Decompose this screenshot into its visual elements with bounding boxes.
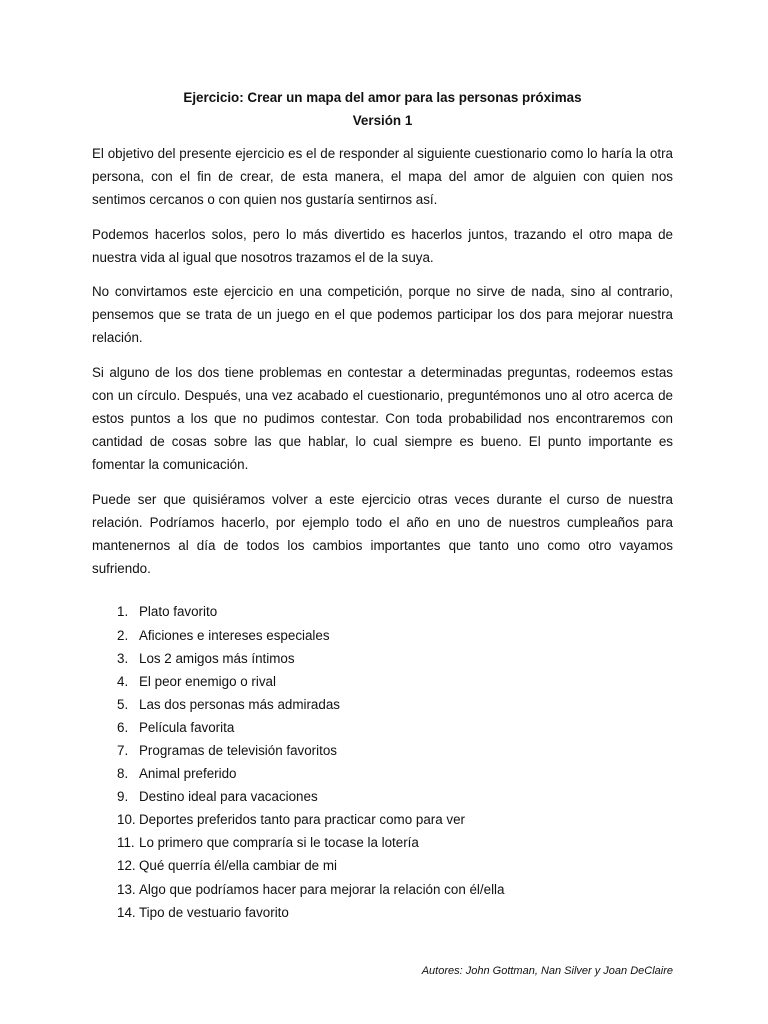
paragraph-objective: El objetivo del presente ejercicio es el de responder al siguiente cuestionario como lo haría la otra persona, con el fin de crear, de esta manera, el mapa del amor de alguien con quien nos sentimos cercanos o con quien nos gustaría sentirnos así. [92, 146, 673, 208]
list-item-text: El peor enemigo o rival [139, 673, 276, 689]
paragraph-problems: Si alguno de los dos tiene problemas en contestar a determinadas preguntas, rodeemos estas con un círculo. Después, una vez acabado el cuestionario, preguntémonos uno al otro acerca de estos puntos a los que no pudimos contestar. Con toda probabilidad nos encontraremos con cantidad de cosas sobre las que hablar, lo cual siempre es bueno. El punto importante es fomentar la comunicación. [92, 364, 673, 473]
list-item-text: Lo primero que compraría si le tocase la lotería [139, 835, 419, 851]
list-item-number: 11. [117, 835, 135, 851]
authors-credit: Autores: John Gottman, Nan Silver y Joan DeClaire [421, 965, 673, 977]
list-item-number: 3. [117, 650, 129, 666]
list-item-number: 8. [117, 766, 129, 782]
document-content [92, 86, 673, 924]
list-item [92, 716, 673, 739]
list-item-text: Animal preferido [139, 766, 237, 782]
paragraph-no-competition: No convirtamos este ejercicio en una competición, porque no sirve de nada, sino al contrario, pensemos que se trata de un juego en el que podemos participar los dos para mejorar nuestra relación. [92, 284, 673, 346]
list-item [92, 854, 673, 877]
paragraph-repeat: Puede ser que quisiéramos volver a este ejercicio otras veces durante el curso de nuestra relación. Podríamos hacerlo, por ejemplo todo el año en uno de nuestros cumpleaños para mantenernos al día de todos los cambios importantes que tanto uno como otro vayamos sufriendo. [92, 491, 673, 577]
list-item-number: 4. [117, 673, 129, 689]
list-item-number: 12. [117, 858, 136, 874]
list-item [92, 901, 673, 924]
list-item [92, 670, 673, 693]
list-item-text: Los 2 amigos más íntimos [139, 650, 295, 666]
list-item-number: 13. [117, 881, 136, 897]
list-item-text: Aficiones e intereses especiales [139, 627, 330, 643]
list-item-number: 6. [117, 719, 129, 735]
list-item [92, 600, 673, 623]
paragraph-together: Podemos hacerlos solos, pero lo más divertido es hacerlos juntos, trazando el otro mapa de nuestra vida al igual que nosotros trazamos el de la suya. [92, 226, 673, 265]
list-item-text: Programas de televisión favoritos [139, 743, 337, 759]
document-title: Ejercicio: Crear un mapa del amor para las personas próximas [183, 90, 582, 105]
list-item-number: 5. [117, 696, 129, 712]
list-item [92, 647, 673, 670]
list-item [92, 785, 673, 808]
list-item-number: 10. [117, 812, 136, 828]
list-item [92, 693, 673, 716]
list-item-text: Las dos personas más admiradas [139, 696, 340, 712]
list-item-number: 7. [117, 743, 129, 759]
list-item-number: 1. [117, 604, 129, 620]
questions-list [92, 600, 673, 923]
list-item [92, 878, 673, 901]
list-item-text: Destino ideal para vacaciones [139, 789, 318, 805]
list-item-text: Plato favorito [139, 604, 218, 620]
list-item [92, 831, 673, 854]
list-item [92, 739, 673, 762]
list-item-text: Tipo de vestuario favorito [139, 904, 289, 920]
list-item [92, 808, 673, 831]
list-item-text: Qué querría él/ella cambiar de mi [139, 858, 337, 874]
list-item-text: Película favorita [139, 719, 235, 735]
list-item [92, 762, 673, 785]
list-item-number: 14. [117, 904, 136, 920]
list-item-text: Deportes preferidos tanto para practicar como para ver [139, 812, 465, 828]
list-item [92, 624, 673, 647]
list-item-text: Algo que podríamos hacer para mejorar la relación con él/ella [139, 881, 505, 897]
list-item-number: 2. [117, 627, 129, 643]
document-version: Versión 1 [352, 113, 413, 128]
list-item-number: 9. [117, 789, 129, 805]
